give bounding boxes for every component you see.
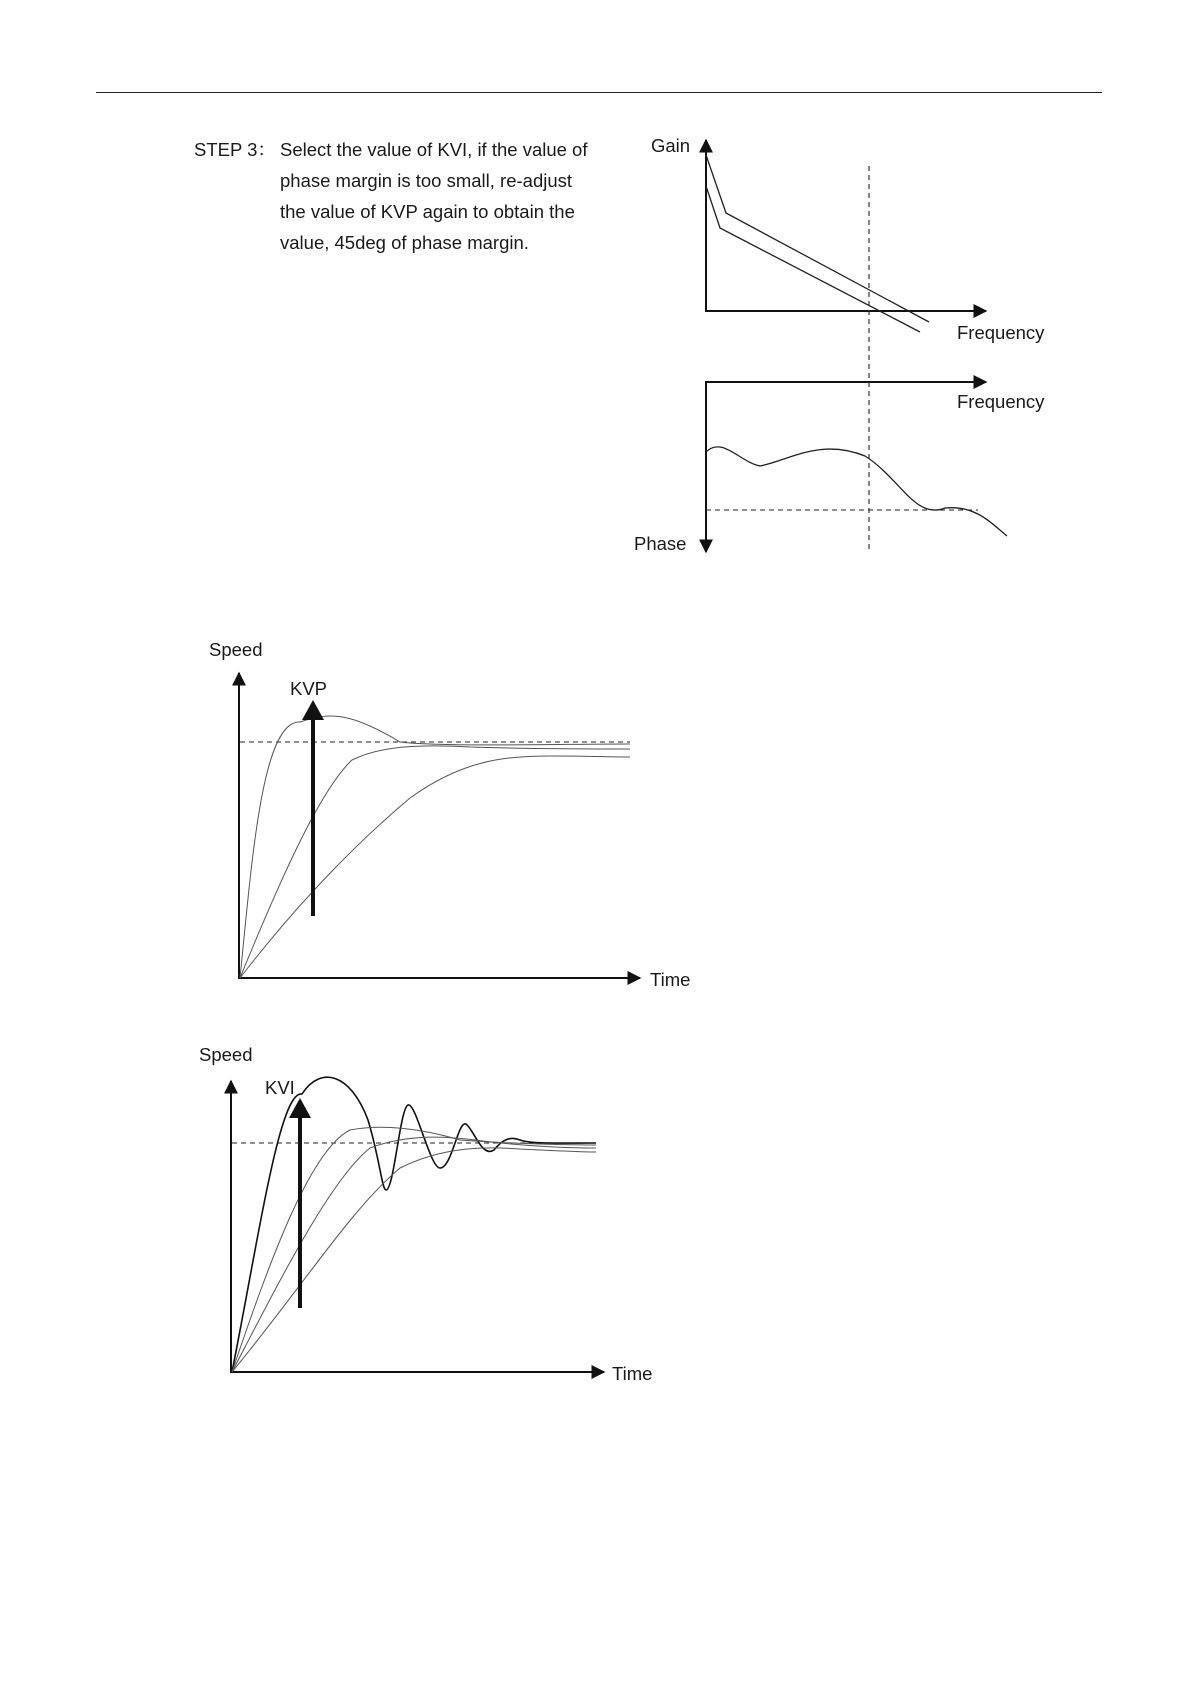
kvi-response-chart <box>199 1044 652 1384</box>
kvp-speed-label: Speed <box>209 639 263 660</box>
kvi-arrow-label: KVI <box>265 1077 295 1098</box>
kvp-arrow-head <box>302 700 324 720</box>
kvp-arrow-label: KVP <box>290 678 328 699</box>
frequency-axis-label-bottom: Frequency <box>957 391 1045 412</box>
step-line-4: value, 45deg of phase margin. <box>280 232 529 253</box>
frequency-axis-label-top: Frequency <box>957 322 1045 343</box>
kvi-speed-label: Speed <box>199 1044 253 1065</box>
bode-phase-diagram <box>634 381 1045 554</box>
kvi-response-slow <box>232 1148 596 1372</box>
kvp-time-label: Time <box>650 969 691 990</box>
gain-axis-label: Gain <box>651 135 691 156</box>
phase-curve <box>706 447 1007 536</box>
step-line-2: phase margin is too small, re-adjust <box>280 170 573 191</box>
kvi-response-fast <box>232 1127 596 1372</box>
phase-axis-label: Phase <box>634 533 687 554</box>
kvi-time-label: Time <box>612 1363 653 1384</box>
kvp-response-medium <box>240 746 630 978</box>
kvp-response-high <box>240 716 630 978</box>
bode-gain-diagram <box>651 135 1045 343</box>
kvp-response-chart <box>209 639 690 990</box>
kvi-response-medium <box>232 1137 596 1372</box>
kvp-response-low <box>240 756 630 978</box>
step-line-1: Select the value of KVI, if the value of <box>280 139 588 160</box>
step-line-3: the value of KVP again to obtain the <box>280 201 575 222</box>
step-label: STEP 3： <box>194 139 276 160</box>
